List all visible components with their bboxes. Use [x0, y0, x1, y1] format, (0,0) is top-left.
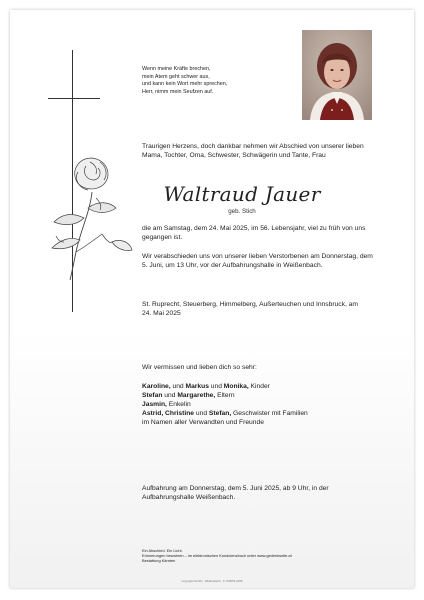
- footer-line: Bestattung Kärnten: [142, 558, 176, 564]
- birth-name: geb. Stich: [228, 208, 256, 215]
- poem-line: und kann kein Wort mehr sprechen,: [142, 81, 228, 88]
- footer: [142, 548, 292, 564]
- mourner-line: Karoline, und Markus und Monika, Kinder: [142, 383, 270, 390]
- poem: [142, 66, 292, 96]
- footer-line: Erinnerungen bewahren – im elektronischen Kondolenzbuch unter www.gedenkseite.at: [142, 553, 292, 559]
- farewell-text: Wir verabschieden uns von unserer lieben Verstorbenen am Donnerstag, dem 5. Juni, um 13 Uhr, vor der Aufbahrungshalle in Weißenbach.: [142, 253, 373, 270]
- poem-line: Herr, nimm mein Seufzen auf.: [142, 88, 214, 95]
- death-text: die am Samstag, dem 24. Mai 2025, im 56. Lebensjahr, viel zu früh von uns gegangen ist.: [142, 225, 366, 242]
- footer-line: Ein Abschied. Ein Licht.: [142, 548, 183, 553]
- mourners-list: [142, 382, 382, 427]
- mourner-line: Stefan und Margarethe, Eltern: [142, 392, 235, 400]
- viewing-text: Aufbahrung am Donnerstag, dem 5. Juni 2025, ab 9 Uhr, in der Aufbahrungshalle Weißenbach.: [142, 485, 329, 502]
- portrait-photo: [302, 30, 372, 120]
- place-date: St. Ruprecht, Steuerberg, Himmelberg, Außerteuchen und Innsbruck, am 24. Mai 2025: [142, 301, 358, 318]
- print-note: Copyright GmbH · Weißenbach · K. PARTE 2025: [181, 579, 243, 583]
- poem-line: mein Atem geht schwer aus,: [142, 73, 210, 80]
- rose-icon: [30, 148, 134, 282]
- miss-text: Wir vermissen und lieben dich so sehr:: [142, 364, 257, 371]
- deceased-name: Waltraud Jauer: [163, 182, 321, 206]
- intro-text: Traurigen Herzens, doch dankbar nehmen wir Abschied von unserer lieben Mama, Tochter, Oma, Schwester, Schwägerin und Tante, Frau: [142, 143, 364, 160]
- mourner-line: im Namen aller Verwandten und Freunde: [142, 419, 264, 427]
- mourner-line: Astrid, Christine und Stefan, Geschwister mit Familien: [142, 410, 308, 418]
- mourner-line: Jasmin, Enkelin: [142, 401, 191, 409]
- obituary-page: [10, 10, 414, 588]
- poem-line: Wenn meine Kräfte brechen,: [142, 66, 211, 72]
